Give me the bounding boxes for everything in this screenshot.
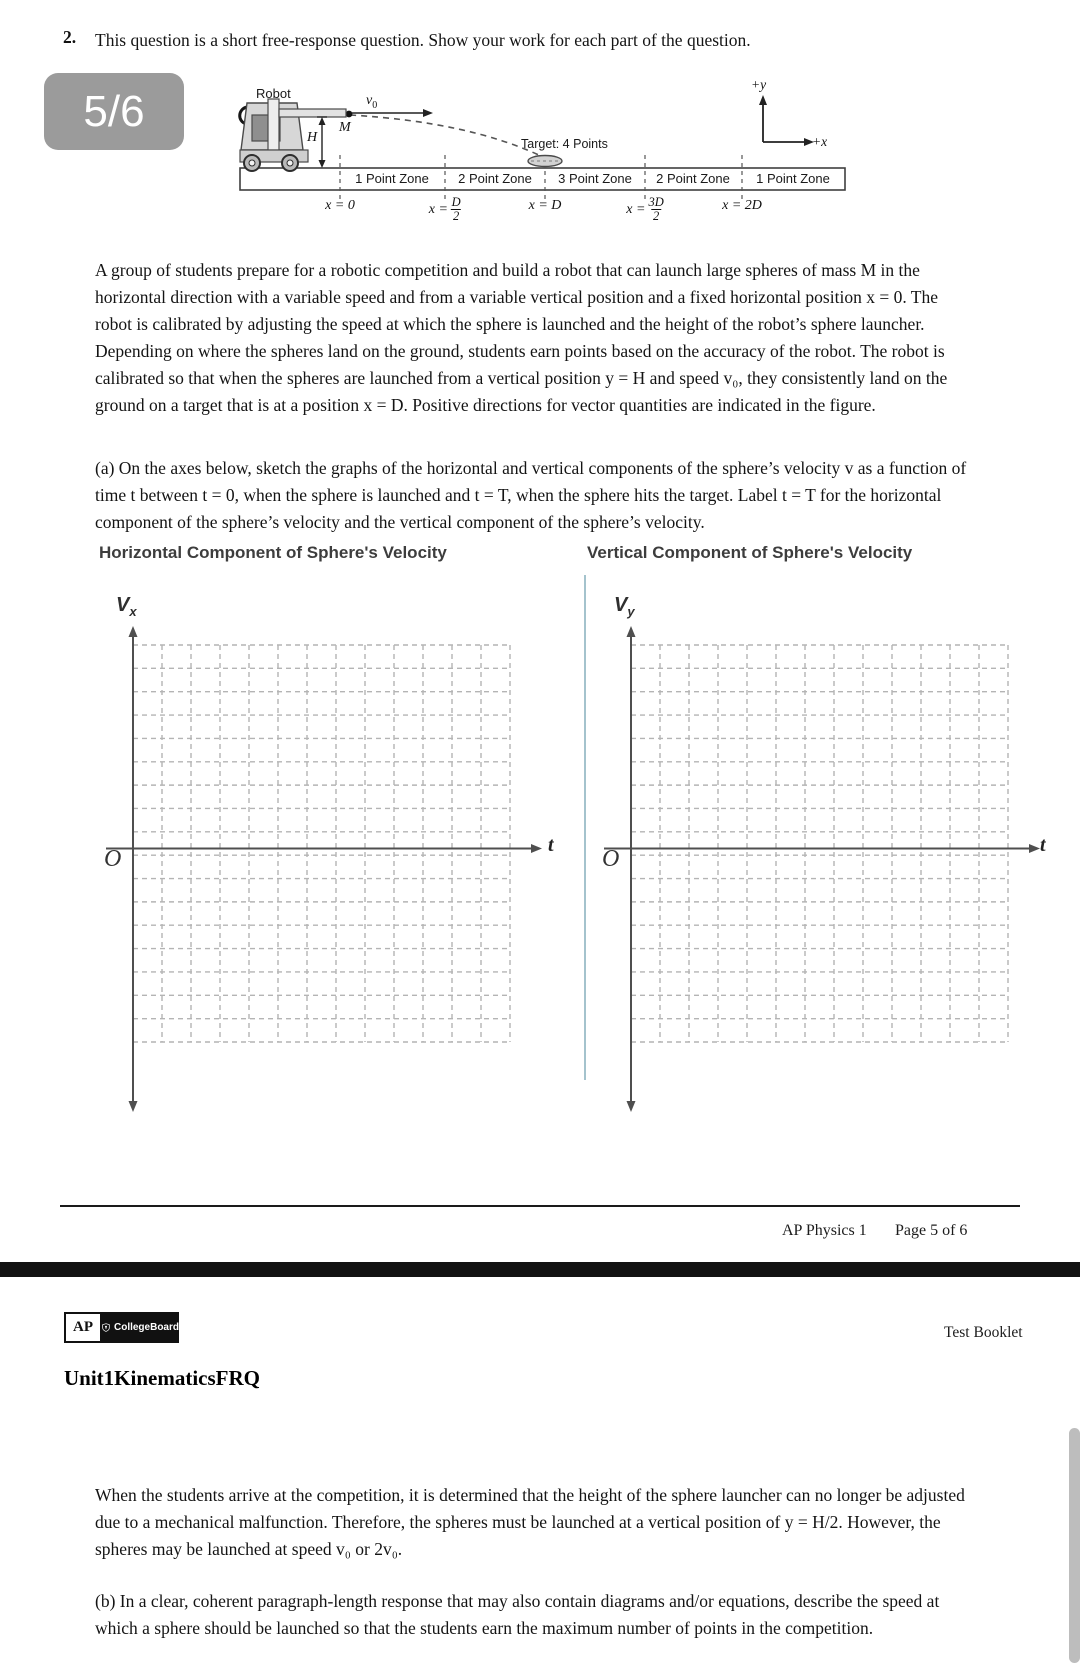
zone-label-3: 3 Point Zone: [558, 171, 632, 186]
vx-origin-label: O: [104, 846, 122, 872]
zone-label-4: 2 Point Zone: [656, 171, 730, 186]
x-label-0: x = 0: [325, 198, 355, 213]
graphs-divider-line: [584, 575, 586, 1080]
vy-origin-label: O: [602, 846, 620, 872]
mass-label: M: [339, 120, 351, 135]
page-break-bar: [0, 1262, 1080, 1277]
zone-label-2: 2 Point Zone: [458, 171, 532, 186]
malfunction-paragraph: When the students arrive at the competition, it is determined that the height of the sphere launcher can no longer be adjusted due to a mechanical malfunction. Therefore, the spheres must be launched at a vertical position of y = H/2. However, the spheres may be launched at speed v₀ or 2v₀.: [95, 1485, 965, 1559]
footer-course: AP Physics 1: [782, 1222, 867, 1239]
vy-axis-label: $V_y$: [614, 594, 635, 619]
robot-drawing: [240, 99, 346, 171]
problem-paragraph: A group of students prepare for a robotic competition and build a robot that can launch large spheres of mass M in the horizontal direction with a variable speed and from a variable vertical position and a fixed horizontal position x = 0. The robot is calibrated by adjusting the speed at which the sphere is launched and the height of the robot’s sphere launcher. Depending on where the spheres land on the ground, students earn points based on the accuracy of the robot. The robot is calibrated so that when the spheres are launched from a vertical position y = H and speed v₀, they consistently land on the ground on a target that is at a position x = D. Positive directions for vector quantities are indicated in the figure.: [95, 260, 948, 415]
part-b-text: (b) In a clear, coherent paragraph-length response that may also contain diagrams and/or equations, describe the speed at which a sphere should be launched so that the students earn the maximum number of points in the competition.: [95, 1591, 940, 1638]
ap-logo-mark: AP: [64, 1312, 102, 1343]
graph-title-vertical: Vertical Component of Sphere's Velocity: [587, 543, 913, 562]
vy-graph-grid: [593, 555, 1068, 1125]
question-number: 2.: [63, 27, 77, 47]
plus-x-label: +x: [812, 134, 828, 149]
x-label-2d: x = 2D: [722, 198, 762, 213]
footer-rule: [60, 1205, 1020, 1207]
target-label: Target: 4 Points: [521, 137, 608, 151]
footer-page-number: Page 5 of 6: [895, 1222, 968, 1239]
zone-label-5: 1 Point Zone: [756, 171, 830, 186]
plus-y-label: +y: [751, 77, 767, 92]
unit-title: Unit1KinematicsFRQ: [64, 1366, 260, 1390]
v0-label: $v_0$: [366, 93, 378, 111]
scrollbar-thumb[interactable]: [1069, 1428, 1080, 1663]
coordinate-axes: [763, 102, 807, 142]
zone-label-1: 1 Point Zone: [355, 171, 429, 186]
test-booklet-label: Test Booklet: [944, 1324, 1023, 1341]
question-intro: This question is a short free-response question. Show your work for each part of the question.: [95, 30, 751, 50]
ap-collegeboard-logo: [64, 1312, 179, 1343]
trajectory-path: [350, 115, 543, 157]
vx-graph-grid: [95, 555, 570, 1125]
vx-axis-label: $V_x$: [116, 594, 137, 619]
collegeboard-shield-icon: [102, 1321, 110, 1334]
graph-title-horizontal: Horizontal Component of Sphere's Velocity: [99, 543, 447, 562]
x-label-d2: x = $\frac{D}{2}$: [428, 195, 461, 224]
robot-label: Robot: [256, 86, 291, 101]
part-a-text: (a) On the axes below, sketch the graphs of the horizontal and vertical components of the sphere’s velocity v as a function of time t between t = 0, when the sphere is launched and t = T, when the sphere hits the target. Label t = T for the horizontal component of the sphere’s velocity and the vertical component of the sphere’s velocity.: [95, 458, 967, 532]
vy-time-label: t: [1040, 834, 1046, 856]
height-label: H: [307, 130, 318, 145]
sphere-dot: [346, 111, 353, 118]
vx-time-label: t: [548, 834, 554, 856]
score-badge: 5/6: [44, 73, 184, 150]
collegeboard-logo-mark: CollegeBoard: [102, 1312, 179, 1343]
x-label-d: x = D: [528, 198, 562, 213]
x-label-3d2: x = $\frac{3D}{2}$: [626, 195, 664, 224]
